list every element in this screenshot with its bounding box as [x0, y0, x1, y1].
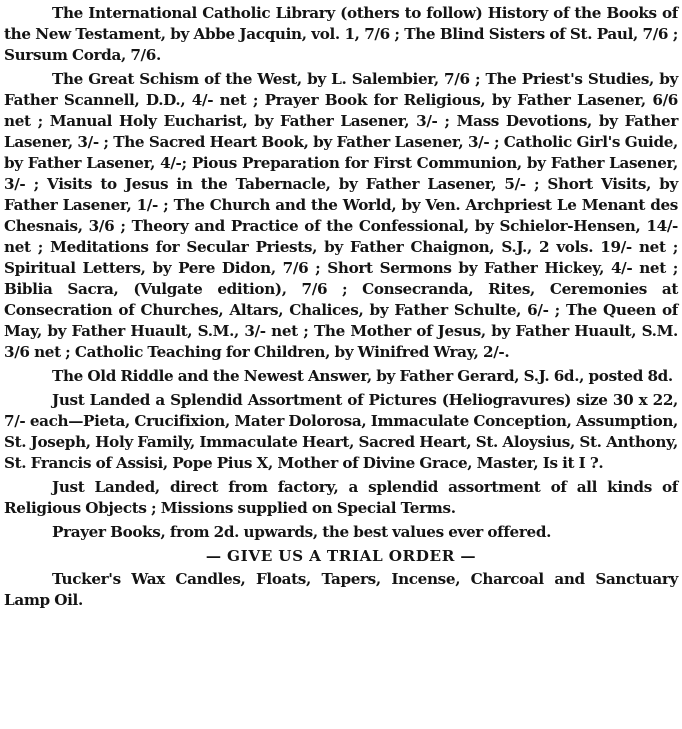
paragraph-catholic-library: The International Catholic Library (others to follow) History of the Books of the New Testament, by Abbe Jacquin, vol. 1, 7/6 ; The Blind Sisters of St. Paul, 7/6 ; Sursum Corda, 7/6. — [4, 4, 678, 64]
paragraph-old-riddle: The Old Riddle and the Newest Answer, by Father Gerard, S.J. 6d., posted 8d. — [52, 367, 673, 385]
trial-order-heading: — GIVE US A TRIAL ORDER — — [205, 547, 477, 565]
paragraph-pictures: Just Landed a Splendid Assortment of Pictures (Heliogravures) size 30 x 22, 7/- each—Pieta, Crucifixion, Mater Dolorosa, Immaculate Conception, Assumption, St. Joseph, Holy Family, Immaculate Heart, Sacred Heart, St. Aloysius, St. Anthony, St. Francis of Assisi, Pope Pius X, Mother of Divine Grace, Master, Is it I ?. — [4, 391, 678, 472]
paragraph-religious-objects: Just Landed, direct from factory, a splendid assortment of all kinds of Religious Objects ; Missions supplied on Special Terms. — [4, 478, 678, 517]
paragraph-prayer-books: Prayer Books, from 2d. upwards, the best values ever offered. — [52, 523, 552, 541]
paragraph-candles: Tucker's Wax Candles, Floats, Tapers, Incense, Charcoal and Sanctuary Lamp Oil. — [4, 570, 678, 609]
paragraph-book-list: The Great Schism of the West, by L. Salembier, 7/6 ; The Priest's Studies, by Father Scannell, D.D., 4/- net ; Prayer Book for Religious, by Father Lasener, 6/6 net ; Manual Holy Eucharist, by Father Lasener, 3/- ; Mass Devotions, by Father Lasener, 3/- ; The Sacred Heart Book, by Father Lasener, 3/- ; Catholic Girl's Guide, by Father Lasener, 4/-; Pious Preparation for First Communion, by Father Lasener, 3/- ; Visits to Jesus in the Tabernacle, by Father Lasener, 5/- ; Short Visits, by Father Lasener, 1/- ; The Church and the World, by Ven. Archpriest Le Menant des Chesnais, 3/6 ; Theory and Practice of the Confessional, by Schielor-Hensen, 14/- net ; Meditations for Secular Priests, by Father Chaignon, S.J., 2 vols. 19/- net ; Spiritual Letters, by Pere Didon, 7/6 ; Short Sermons by Father Hickey, 4/- net ; Biblia Sacra, (Vulgate edition), 7/6 ; Consecranda, Rites, Ceremonies at Consecration of Churches, Altars, Chalices, by Father Schulte, 6/- ; The Queen of May, by Father Huault, S.M., 3/- net ; The Mother of Jesus, by Father Huault, S.M. 3/6 net ; Catholic Teaching for Children, by Winifred Wray, 2/-. — [4, 70, 678, 361]
